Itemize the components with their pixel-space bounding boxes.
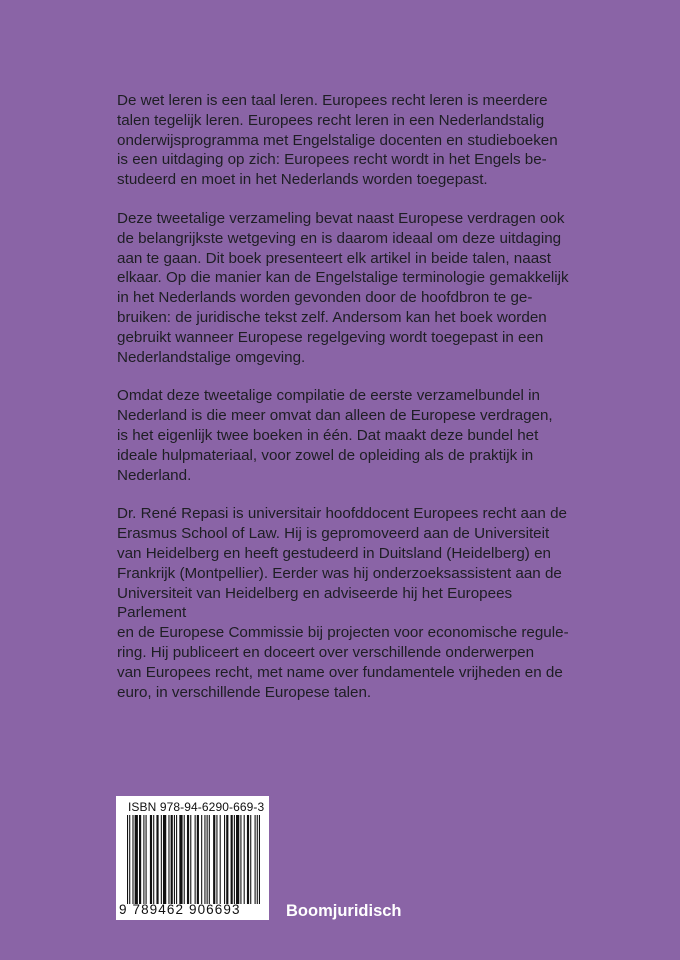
barcode-bar bbox=[231, 815, 233, 904]
barcode-bar bbox=[135, 815, 138, 904]
barcode-bar bbox=[168, 815, 169, 904]
barcode-bar bbox=[127, 815, 128, 904]
barcode-bar bbox=[224, 815, 225, 904]
barcode-bar bbox=[247, 815, 249, 904]
publisher-logo: Boomjuridisch bbox=[286, 902, 402, 920]
back-cover-text bbox=[117, 91, 577, 721]
barcode-bar bbox=[195, 815, 196, 904]
author-bio-paragraph: Dr. René Repasi is universitair hoofddocent Europees recht aan de Erasmus School of Law. Hij is gepromoveerd aan de Universiteit van Heidelberg en heeft gestudeerd in Duitsland (Heidelberg) en Frankrijk (Montpellier). Eerder was hij onderzoeksassistent aan de Universiteit van Heidelberg en adviseerde hij het Europees Parlement en de Europese Commissie bij projecten voor economische regule- ring. Hij publiceert en doceert over verschillende onderwerpen van Europees recht, met name over fundamentele vrijheden en de euro, in verschillende Europese talen. bbox=[117, 505, 569, 701]
isbn-text: ISBN 978-94-6290-669-3 bbox=[128, 800, 265, 814]
barcode-bar bbox=[132, 815, 133, 904]
barcode-bar bbox=[174, 815, 175, 904]
barcode-bar bbox=[187, 815, 189, 904]
barcode-bar bbox=[240, 815, 241, 904]
barcode-bar bbox=[176, 815, 177, 904]
barcode-bar bbox=[153, 815, 154, 904]
barcode-bar bbox=[204, 815, 205, 904]
barcode-digits: 9 789462 906693 bbox=[119, 902, 241, 917]
barcode-bar bbox=[190, 815, 191, 904]
barcode-bar bbox=[216, 815, 217, 904]
barcode-bar bbox=[163, 815, 166, 904]
barcode-bar bbox=[161, 815, 162, 904]
barcode-bar bbox=[244, 815, 245, 904]
barcode-bar bbox=[150, 815, 152, 904]
barcode-bar bbox=[129, 815, 130, 904]
barcode-bar bbox=[257, 815, 258, 904]
barcode-bar bbox=[179, 815, 182, 904]
compilation-paragraph: Omdat deze tweetalige compilatie de eerste verzamelbundel in Nederland is die meer omvat dan alleen de Europese verdragen, is het eigenlijk twee boeken in één. Dat maakt deze bundel het ideale hulpmateriaal, voor zowel de opleiding als de praktijk in Nederland. bbox=[117, 387, 553, 484]
barcode-bar bbox=[255, 815, 256, 904]
barcode-bar bbox=[139, 815, 141, 904]
barcode-bar bbox=[250, 815, 251, 904]
barcode-bar bbox=[156, 815, 158, 904]
barcode-label bbox=[116, 796, 269, 920]
barcode-bar bbox=[171, 815, 173, 904]
barcode-bar bbox=[220, 815, 221, 904]
barcode-bar bbox=[209, 815, 210, 904]
barcode-bar bbox=[234, 815, 235, 904]
barcode-bar bbox=[201, 815, 202, 904]
barcode-bars bbox=[127, 815, 260, 904]
barcode-bar bbox=[143, 815, 144, 904]
barcode-bar bbox=[259, 815, 260, 904]
collection-paragraph: Deze tweetalige verzameling bevat naast Europese verdragen ook de belangrijkste wetgeving en is daarom ideaal om deze uitdaging aan te gaan. Dit boek presenteert elk artikel in beide talen, naast elkaar. Op die manier kan de Engelstalige terminologie gemakkelijk in het Nederlands worden gevonden door de hoofdbron te ge- bruiken: de juridische tekst zelf. Andersom kan het boek worden gebruikt wanneer Europese regelgeving wordt toegepast in een Nederlandstalige omgeving. bbox=[117, 209, 569, 366]
barcode-bar bbox=[197, 815, 199, 904]
barcode-bar bbox=[146, 815, 147, 904]
intro-paragraph: De wet leren is een taal leren. Europees recht leren is meerdere talen tegelijk leren. Europees recht leren in een Nederlandstalig onderwijsprogramma met Engelstalige docenten en studieboeken is een uitdaging op zich: Europees recht wordt in het Engels be- studeerd en moet in het Nederlands worden toegepast. bbox=[117, 92, 558, 189]
barcode-bar bbox=[236, 815, 239, 904]
barcode-bar bbox=[207, 815, 208, 904]
barcode-bar bbox=[226, 815, 228, 904]
barcode-bar bbox=[213, 815, 215, 904]
barcode-bar bbox=[184, 815, 185, 904]
